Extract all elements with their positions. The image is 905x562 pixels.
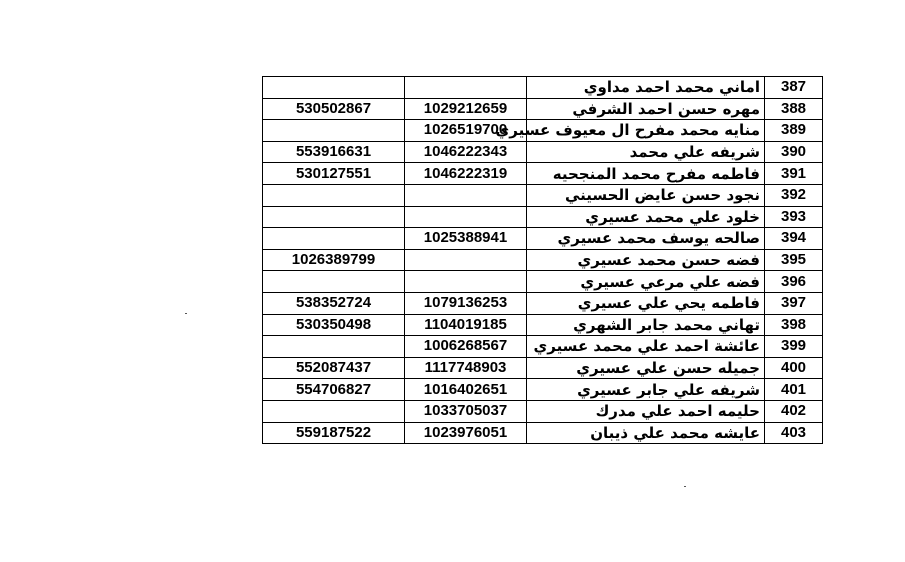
table-row — [263, 271, 823, 293]
id-number-cell: 1079136253 — [405, 292, 527, 314]
id-number-cell: 1046222343 — [405, 141, 527, 163]
name-cell: تهاني محمد جابر الشهري — [527, 314, 765, 336]
mobile-cell: 538352724 — [263, 292, 405, 314]
scan-speck — [684, 486, 686, 487]
id-number-cell: 1026519700 — [405, 120, 527, 142]
serial-number-cell: 395 — [765, 249, 823, 271]
serial-number-cell: 389 — [765, 120, 823, 142]
name-cell: منايه محمد مفرح ال معيوف عسيري — [527, 120, 765, 142]
name-cell: فضه حسن محمد عسيري — [527, 249, 765, 271]
id-number-cell: 1117748903 — [405, 357, 527, 379]
serial-number-cell: 402 — [765, 400, 823, 422]
name-cell: فضه علي مرعي عسيري — [527, 271, 765, 293]
name-cell: عائشة احمد علي محمد عسيري — [527, 336, 765, 358]
roster-table-body — [263, 77, 823, 444]
serial-number-cell: 398 — [765, 314, 823, 336]
table-row — [263, 292, 823, 314]
id-number-cell: 1023976051 — [405, 422, 527, 444]
mobile-cell: 553916631 — [263, 141, 405, 163]
table-row — [263, 184, 823, 206]
serial-number-cell: 399 — [765, 336, 823, 358]
table-row — [263, 141, 823, 163]
name-cell: اماني محمد احمد مداوي — [527, 77, 765, 99]
serial-number-cell: 396 — [765, 271, 823, 293]
roster-table — [262, 76, 823, 444]
mobile-cell: 552087437 — [263, 357, 405, 379]
serial-number-cell: 387 — [765, 77, 823, 99]
serial-number-cell: 401 — [765, 379, 823, 401]
mobile-cell — [263, 77, 405, 99]
table-row — [263, 422, 823, 444]
serial-number-cell: 400 — [765, 357, 823, 379]
mobile-cell — [263, 400, 405, 422]
id-number-cell: 1104019185 — [405, 314, 527, 336]
id-number-cell: 1046222319 — [405, 163, 527, 185]
name-cell: خلود علي محمد عسيري — [527, 206, 765, 228]
serial-number-cell: 388 — [765, 98, 823, 120]
mobile-cell: 530350498 — [263, 314, 405, 336]
name-cell: صالحه يوسف محمد عسيري — [527, 228, 765, 250]
id-number-cell — [405, 249, 527, 271]
mobile-cell — [263, 336, 405, 358]
id-number-cell: 1025388941 — [405, 228, 527, 250]
serial-number-cell: 397 — [765, 292, 823, 314]
table-row — [263, 77, 823, 99]
mobile-cell: 530502867 — [263, 98, 405, 120]
serial-number-cell: 394 — [765, 228, 823, 250]
scan-speck — [185, 313, 187, 314]
mobile-cell: 554706827 — [263, 379, 405, 401]
table-row — [263, 314, 823, 336]
table-row — [263, 98, 823, 120]
table-row — [263, 379, 823, 401]
table-row — [263, 120, 823, 142]
table-row — [263, 357, 823, 379]
id-number-cell: 1033705037 — [405, 400, 527, 422]
mobile-cell — [263, 228, 405, 250]
id-number-cell: 1016402651 — [405, 379, 527, 401]
name-cell: فاطمه مفرح محمد المنجحيه — [527, 163, 765, 185]
table-row — [263, 336, 823, 358]
serial-number-cell: 391 — [765, 163, 823, 185]
name-cell: عايشه محمد علي ذيبان — [527, 422, 765, 444]
name-cell: حليمه احمد علي مدرك — [527, 400, 765, 422]
name-cell: شريفه علي محمد — [527, 141, 765, 163]
mobile-cell — [263, 120, 405, 142]
name-cell: مهره حسن احمد الشرفي — [527, 98, 765, 120]
id-number-cell — [405, 206, 527, 228]
table-row — [263, 228, 823, 250]
id-number-cell — [405, 184, 527, 206]
id-number-cell: 1029212659 — [405, 98, 527, 120]
table-row — [263, 163, 823, 185]
id-number-cell — [405, 271, 527, 293]
name-cell: نجود حسن عايض الحسيني — [527, 184, 765, 206]
name-cell: شريفه علي جابر عسيري — [527, 379, 765, 401]
id-number-cell: 1006268567 — [405, 336, 527, 358]
serial-number-cell: 393 — [765, 206, 823, 228]
mobile-cell — [263, 184, 405, 206]
name-cell: فاطمه يحي علي عسيري — [527, 292, 765, 314]
mobile-cell: 559187522 — [263, 422, 405, 444]
mobile-cell — [263, 206, 405, 228]
serial-number-cell: 392 — [765, 184, 823, 206]
serial-number-cell: 403 — [765, 422, 823, 444]
id-number-cell — [405, 77, 527, 99]
table-row — [263, 400, 823, 422]
table-row — [263, 206, 823, 228]
name-cell: جميله حسن علي عسيري — [527, 357, 765, 379]
mobile-cell: 1026389799 — [263, 249, 405, 271]
mobile-cell — [263, 271, 405, 293]
mobile-cell: 530127551 — [263, 163, 405, 185]
serial-number-cell: 390 — [765, 141, 823, 163]
table-row — [263, 249, 823, 271]
